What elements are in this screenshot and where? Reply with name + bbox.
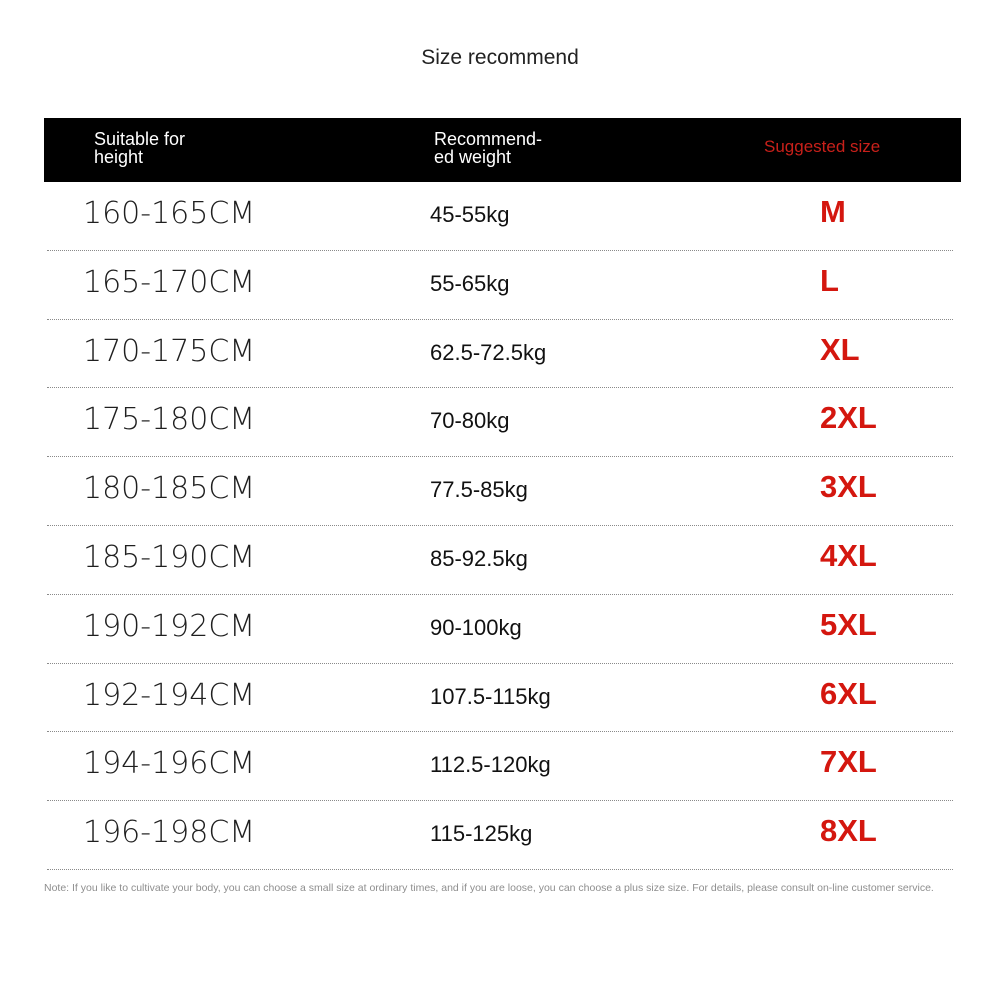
header-height: Suitable for height (94, 129, 186, 167)
table-row (47, 251, 953, 320)
header-suggested-size: Suggested size (764, 137, 881, 156)
page-title: Size recommend (421, 46, 579, 69)
size-table (44, 182, 961, 870)
weight-cell: 77.5-85kg (430, 477, 528, 503)
table-row (47, 182, 953, 251)
weight-cell: 70-80kg (430, 408, 510, 434)
weight-cell: 62.5-72.5kg (430, 339, 547, 365)
table-row (47, 320, 953, 389)
height-cell: 160-165CM (83, 196, 256, 231)
size-cell: 6XL (820, 675, 877, 711)
size-cell: 5XL (820, 606, 877, 642)
table-row (47, 595, 953, 664)
size-cell: XL (820, 331, 860, 367)
size-cell: L (820, 262, 839, 298)
height-cell: 196-198CM (83, 815, 256, 851)
weight-cell: 112.5-120kg (430, 752, 551, 778)
table-row (47, 457, 953, 526)
table-row (47, 664, 953, 733)
table-row (47, 388, 953, 457)
size-cell: 4XL (820, 537, 877, 573)
size-cell: M (820, 194, 846, 229)
size-cell: 8XL (820, 813, 877, 849)
table-row (47, 801, 953, 870)
height-cell: 185-190CM (83, 539, 256, 575)
height-cell: 170-175CM (83, 333, 256, 369)
height-cell: 194-196CM (83, 746, 256, 782)
table-row (47, 526, 953, 595)
size-cell: 7XL (820, 744, 877, 780)
weight-cell: 55-65kg (430, 270, 510, 296)
table-header (44, 118, 961, 182)
height-cell: 180-185CM (83, 471, 256, 507)
header-weight: Recommend- ed weight (434, 129, 543, 167)
weight-cell: 115-125kg (430, 821, 533, 847)
weight-cell: 45-55kg (430, 202, 510, 227)
table-row (47, 732, 953, 801)
weight-cell: 85-92.5kg (430, 545, 528, 571)
height-cell: 175-180CM (83, 402, 256, 438)
weight-cell: 90-100kg (430, 614, 522, 640)
height-cell: 165-170CM (83, 264, 256, 300)
height-cell: 192-194CM (83, 677, 256, 713)
size-cell: 2XL (820, 400, 877, 436)
height-cell: 190-192CM (83, 608, 256, 644)
footnote: Note: If you like to cultivate your body, you can choose a small size at ordinary times, and if you are loose, you can choose a plus size size. For details, please consult on-line customer service. (44, 882, 934, 894)
weight-cell: 107.5-115kg (430, 683, 551, 709)
size-cell: 3XL (820, 469, 877, 505)
